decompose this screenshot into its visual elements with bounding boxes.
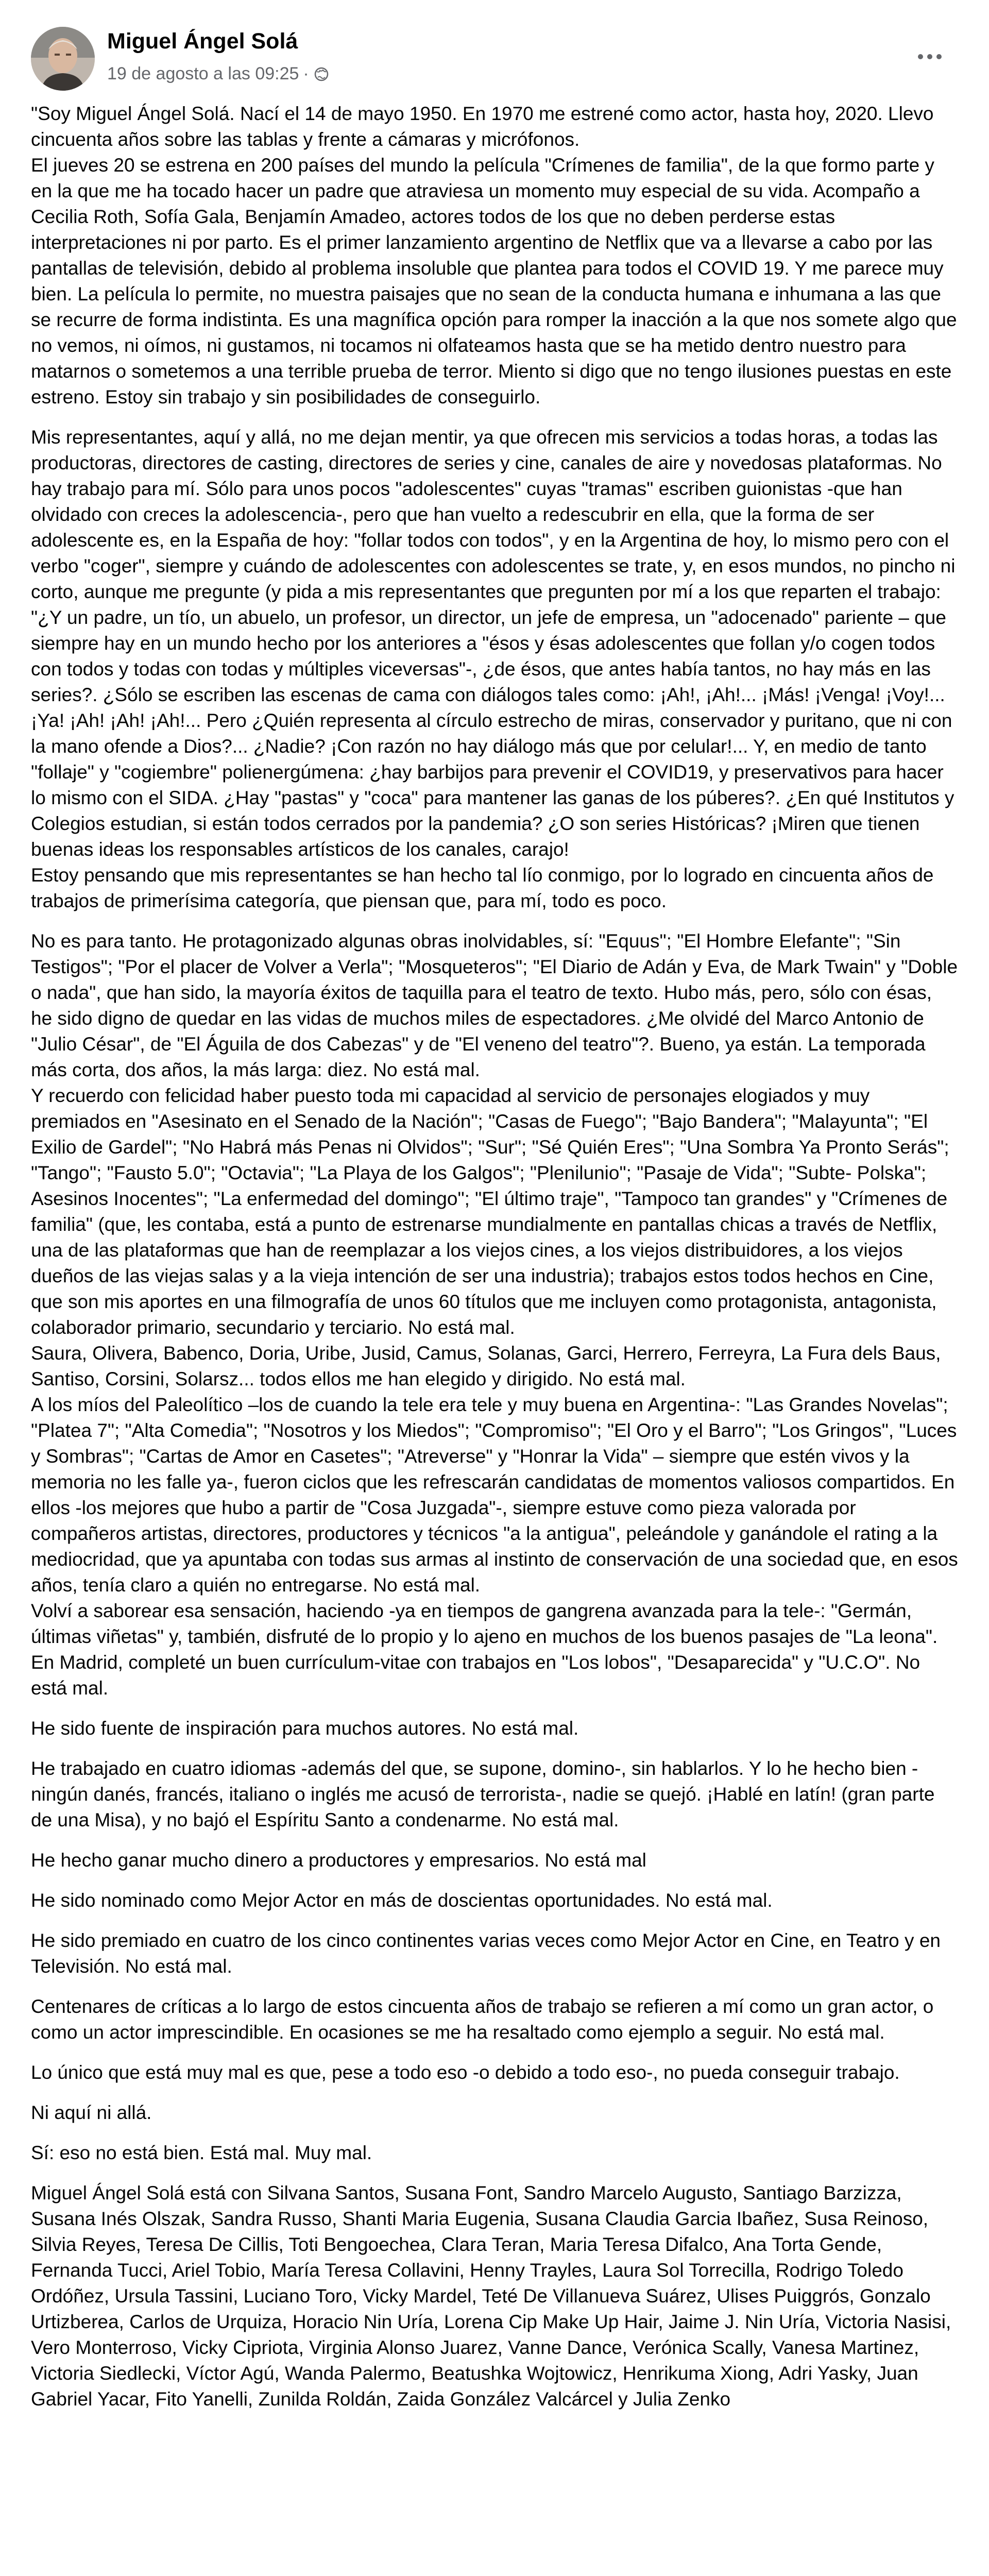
more-options-button[interactable]	[907, 41, 953, 72]
tagged-people[interactable]: Miguel Ángel Solá está con Silvana Santos, Susana Font, Sandro Marcelo Augusto, Santiago Barzizza, Susana Inés Olszak, Sandra Russo, Shanti Maria Eugenia, Susana Claudia Garcia Ibañez, Susa Reinoso, Silvia Reyes, Teresa De Cillis, Toti Bengoechea, Clara Teran, Maria Teresa Difalco, Ana Torta Gende, Fernanda Tucci, Ariel Tobio, María Teresa Collavini, Henny Trayles, Laura Sol Torrecilla, Rodrigo Toledo Ordóñez, Ursula Tassini, Luciano Toro, Vicky Mardel, Teté De Villanueva Suárez, Ulises Puiggrós, Gonzalo Urtizberea, Carlos de Urquiza, Horacio Nin Uría, Lorena Cip Make Up Hair, Jaime J. Nin Uría, Victoria Nasisi, Vero Monterroso, Vicky Cipriota, Virginia Alonso Juarez, Vanne Dance, Verónica Scally, Vanesa Martinez, Victoria Siedlecki, Víctor Agú, Wanda Palermo, Beatushka Wojtowicz, Henrikuma Xiong, Adri Yasky, Juan Gabriel Yacar, Fito Yanelli, Zunilda Roldán, Zaida González Valcárcel y Julia Zenko	[31, 2182, 951, 2410]
post-paragraph: He sido premiado en cuatro de los cinco continentes varias veces como Mejor Actor en Cine, en Teatro y en Televisión. No está mal.	[31, 1930, 941, 1977]
avatar-image	[31, 27, 95, 91]
post-author[interactable]: Miguel Ángel Solá	[107, 29, 298, 54]
post-body	[31, 101, 958, 2419]
post-paragraph: He hecho ganar mucho dinero a productores y empresarios. No está mal	[31, 1850, 646, 1871]
post-paragraph: Sí: eso no está bien. Está mal. Muy mal.	[31, 2142, 372, 2163]
post-paragraph: Mis representantes, aquí y allá, no me dejan mentir, ya que ofrecen mis servicios a todas horas, a todas las productoras, directores de casting, directores de series y cine, canales de aire y novedosas plataformas. No hay trabajo para mí. Sólo para unos pocos "adolescentes" cuyas "tramas" escriben guionistas -que han olvidado con creces la adolescencia-, pero que han vuelto a redescubrir en ella, que la forma de ser adolescente es, en la España de hoy: "follar todos con todos", y en la Argentina de hoy, lo mismo pero con el verbo "coger", siempre y cuándo de adolescentes con adolescentes se trate, y, en esos mundos, no pincho ni corto, aunque me pregunte (y pida a mis representantes que pregunten por mí a los que reparten el trabajo: "¿Y un padre, un tío, un abuelo, un profesor, un director, un jefe de empresa, un "adocenado" pariente – que siempre hay en un mundo hecho por los anteriores a "ésos y ésas adolescentes que follan y/o cogen todos con todos y todas con todas y múltiples viceversas"-, ¿de ésos, que antes había tantos, no hay más en las series?. ¿Sólo se escriben las escenas de cama con diálogos tales como: ¡Ah!, ¡Ah!... ¡Más! ¡Venga! ¡Voy!... ¡Ya! ¡Ah! ¡Ah! ¡Ah!... Pero ¿Quién representa al círculo estrecho de miras, conservador y puritano, que ni con la mano ofende a Dios?... ¿Nadie? ¡Con razón no hay diálogo más que por celular!... Y, en medio de tanto "follaje" y "cogiembre" polienergúmena: ¿hay barbijos para prevenir el COVID19, y preservativos para hacer lo mismo con el SIDA. ¿Hay "pastas" y "coca" para mantener las ganas de los púberes?. ¿En qué Institutos y Colegios estudian, si están todos cerrados por la pandemia? ¿O son series Históricas? ¡Miren que tienen buenas ideas los responsables artísticos de los canales, carajo! Estoy pensando que mis representantes se han hecho tal lío conmigo, por lo logrado en cincuenta años de trabajos de primerísima categoría, que piensan que, para mí, todo es poco.	[31, 427, 956, 911]
post-meta	[107, 64, 330, 84]
post-paragraph: Lo único que está muy mal es que, pese a todo eso -o debido a todo eso-, no pueda conseguir trabajo.	[31, 2062, 900, 2083]
post-paragraph: He sido fuente de inspiración para muchos autores. No está mal.	[31, 1718, 579, 1739]
post-paragraph: No es para tanto. He protagonizado algunas obras inolvidables, sí: "Equus"; "El Hombre Elefante"; "Sin Testigos"; "Por el placer de Volver a Verla"; "Mosqueteros"; "El Diario de Adán y Eva, de Mark Twain" y "Doble o nada", que han sido, la mayoría éxitos de taquilla para el teatro de texto. Hubo más, pero, sólo con ésas, he sido digno de quedar en las vidas de muchos miles de espectadores. ¿Me olvidé del Marco Antonio de "Julio César", de "El Águila de dos Cabezas" y de "El veneno del teatro"?. Bueno, ya están. La temporada más corta, dos años, la más larga: diez. No está mal. Y recuerdo con felicidad haber puesto toda mi capacidad al servicio de personajes elogiados y muy premiados en "Asesinato en el Senado de la Nación"; "Casas de Fuego"; "Bajo Bandera"; "Malayunta"; "El Exilio de Gardel"; "No Habrá más Penas ni Olvidos"; "Sur"; "Sé Quién Eres"; "Una Sombra Ya Pronto Serás"; "Tango"; "Fausto 5.0"; "Octavia"; "La Playa de los Galgos"; "Plenilunio"; "Pasaje de Vida"; "Subte- Polska"; Asesinos Inocentes"; "La enfermedad del domingo"; "El último traje", "Tampoco tan grandes" y "Crímenes de familia" (que, les contaba, está a punto de estrenarse mundialmente en pantallas chicas a través de Netflix, una de las plataformas que han de reemplazar a los viejos cines, a los viejos distribuidores, a los viejos dueños de las viejas salas y a la vieja intención de ser una industria); trabajos estos todos hechos en Cine, que son mis aportes en una filmografía de unos 60 títulos que me incluyen como protagonista, antagonista, colaborador primario, secundario y terciario. No está mal. Saura, Olivera, Babenco, Doria, Uribe, Jusid, Camus, Solanas, Garci, Herrero, Ferreyra, La Fura dels Baus, Santiso, Corsini, Solarsz... todos ellos me han elegido y dirigido. No está mal. A los míos del Paleolítico –los de cuando la tele era tele y muy buena en Argentina-: "Las Grandes Novelas"; "Platea 7"; "Alta Comedia"; "Nosotros y los Miedos"; "Compromiso"; "El Oro y el Barro"; "Los Gringos", "Luces y Sombras"; "Cartas de Amor en Casetes"; "Atreverse" y "Honrar la Vida" – siempre que estén vivos y la memoria no les falle ya-, fueron ciclos que les refrescarán candidatas de momentos valiosos compartidos. En ellos -los mejores que hubo a partir de "Cosa Juzgada"-, siempre estuve como pieza valorada por compañeros artistas, directores, productores y técnicos "a la antigua", peleándole y ganándole el rating a la mediocridad, que ya apuntaba con todas sus armas al instinto de conservación de una sociedad que, en esos años, tenía claro a quién no entregarse. No está mal. Volví a saborear esa sensación, haciendo -ya en tiempos de gangrena avanzada para la tele-: "Germán, últimas viñetas" y, también, disfruté de lo propio y lo ajeno en muchos de los buenos pasajes de "La leona". En Madrid, completé un buen currículum-vitae con trabajos en "Los lobos", "Desaparecida" y "U.C.O". No está mal.	[31, 930, 958, 1699]
meta-separator: ·	[303, 64, 309, 83]
post-paragraph: Ni aquí ni allá.	[31, 2102, 152, 2123]
post-header	[31, 23, 958, 100]
avatar[interactable]	[31, 27, 95, 91]
post-paragraph: He sido nominado como Mejor Actor en más de doscientas oportunidades. No está mal.	[31, 1890, 773, 1911]
post-paragraph: "Soy Miguel Ángel Solá. Nací el 14 de mayo 1950. En 1970 me estrené como actor, hasta hoy, 2020. Llevo cincuenta años sobre las tablas y frente a cámaras y micrófonos. El jueves 20 se estrena en 200 países del mundo la película "Crímenes de familia", de la que formo parte y en la que me ha tocado hacer un padre que atraviesa un momento muy especial de su vida. Acompaño a Cecilia Roth, Sofía Gala, Benjamín Amadeo, actores todos de los que no deben perderse estas interpretaciones ni por parto. Es el primer lanzamiento argentino de Netflix que va a llevarse a cabo por las pantallas de televisión, debido al problema insoluble que plantea para todos el COVID 19. Y me parece muy bien. La película lo permite, no muestra paisajes que no sean de la conducta humana e inhumana a las que se recurre de forma indistinta. Es una magnífica opción para romper la inacción a la que nos somete algo que no vemos, ni oímos, ni gustamos, ni tocamos ni olfateamos hasta que se ha metido dentro nuestro para matarnos o sometemos a una terrible prueba de terror. Miento si digo que no tengo ilusiones puestas en este estreno. Estoy sin trabajo y sin posibilidades de conseguirlo.	[31, 103, 957, 408]
globe-icon[interactable]	[313, 66, 330, 82]
post-timestamp[interactable]: 19 de agosto a las 09:25	[107, 64, 299, 83]
post-paragraph: Centenares de críticas a lo largo de estos cincuenta años de trabajo se refieren a mí como un gran actor, o como un actor imprescindible. En ocasiones se me ha resaltado como ejemplo a seguir. No está mal.	[31, 1996, 934, 2043]
post-paragraph: He trabajado en cuatro idiomas -además del que, se supone, domino-, sin hablarlos. Y lo he hecho bien -ningún danés, francés, italiano o inglés me acusó de terrorista-, nadie se quejó. ¡Hablé en latín! (gran parte de una Misa), y no bajó el Espíritu Santo a condenarme. No está mal.	[31, 1758, 935, 1831]
more-options-icon	[914, 52, 945, 62]
